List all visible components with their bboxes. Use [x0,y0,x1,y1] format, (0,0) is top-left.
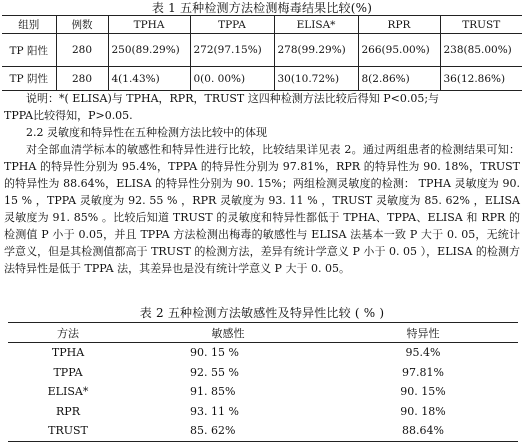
table1-header-cell: TPHA [108,16,190,34]
table2-cell: 88.64% [402,424,444,438]
table1-cell: 4(1.43%) [108,67,190,91]
table2 [8,322,518,442]
note-line: 说明：*( ELISA)与 TPHA，RPR，TRUST 这四种检测方法比较后得知 P<0.05;与 [26,92,440,105]
table1-header-cell: 例数 [56,16,108,34]
table2-cell: 95.4% [405,346,441,360]
table1-cell: 8(2.86%) [358,67,440,91]
table2-cell: 97.81% [402,365,444,379]
table2-cell: TPHA [51,346,85,360]
section-heading: 2.2 灵敏度和特异性在五种检测方法比较中的体现 [26,126,267,139]
table1-cell: TP 阳性 [2,34,56,67]
table2-cell: TPPA [53,365,83,379]
table1-header-cell: TPPA [190,16,274,34]
table1-header-cell: RPR [358,16,440,34]
table1-header-row [2,16,522,34]
table1-cell: 266(95.00%) [358,34,440,67]
table2-header-row [8,323,518,343]
table1-cell: TP 阴性 [9,73,48,85]
table1 [2,15,522,91]
table2-cell: 93. 11 % [190,404,239,418]
table-row [8,382,518,402]
table2-header-cell: 特异性 [328,323,518,343]
note-line: TPPA比较得知，P>0.05. [4,109,133,122]
table1-caption: 表 1 五种检测方法检测梅毒结果比较(%) [151,1,373,15]
table-row [8,343,518,363]
section-2-2 [4,124,520,277]
table2-cell: 91. 85% [190,385,236,399]
table1-cell: 30(10.72%) [274,67,358,91]
table1-cell: 280 [56,34,108,67]
table2-cell: 90. 15 % [190,346,239,360]
table-row [8,421,518,441]
table2-caption: 表 2 五种检测方法敏感性及特异性比较 ( % ) [139,306,385,320]
table-row [2,34,522,67]
table2-header-cell: 敏感性 [128,323,328,343]
table1-cell: 278(99.29%) [274,34,358,67]
table-row [2,67,522,91]
table-row [8,402,518,422]
table1-header-cell: 组别 [2,16,56,34]
table2-cell: TRUST [48,424,88,438]
table1-cell: 250(89.29%) [108,34,190,67]
table2-cell: ELISA* [47,385,89,399]
table1-cell: 0(0. 00%) [190,67,274,91]
table2-cell: 90. 15% [400,385,446,399]
table1-cell: 272(97.15%) [190,34,274,67]
table1-header-cell: TRUST [440,16,522,34]
table-row [8,363,518,383]
table1-header-cell: ELISA* [274,16,358,34]
table2-cell: 85. 62% [190,424,236,438]
section-body: 对全部血清学标本的敏感性和特异性进行比较，比较结果详见表 2。通过两组患者的检测结果可知：TPHA 的特异性分别为 95.4%，TPPA 的特异性分别为 97.81%，RPR 的特异性为 90. 18%，TRUST 的特异性为 88.64%，ELISA 的特异性分别为 90. 15%；两组检测灵敏度的检测： TPHA 灵敏度为 90. 15 % ，TPPA 灵敏度为 92. 55 % ，RPR 灵敏度为 93. 11 % ，TRUST 灵敏度为 85. 62% ，ELISA 灵敏度为 91. 85% 。比较后知道 TRUST 的灵敏度和特异性都低于 TPHA、TPPA、ELISA 和 RPR 的检测值 P 小于 0.05，并且 TPPA 方法检测出梅毒的敏感性与 ELISA 法基本一致 P 大于 0. 05，无统计学意义，但是其检测值都高于 TRUST 的检测方法，差异有统计学意义 P 小于 0. 05 ），ELISA 的检测方法特异性是低于 TPPA 法，其差异也是没有统计学意义 P 大于 0. 05。 [4,143,520,275]
table2-cell: 92. 55 % [190,365,239,379]
table1-cell: 36(12.86%) [440,67,522,91]
table1-cell: 238(85.00%) [440,34,522,67]
table2-header-cell: 方法 [8,323,128,343]
table2-cell: RPR [56,404,80,418]
table2-cell: 90. 18% [400,404,446,418]
table1-notes [4,90,520,124]
table1-cell: 280 [56,67,108,91]
